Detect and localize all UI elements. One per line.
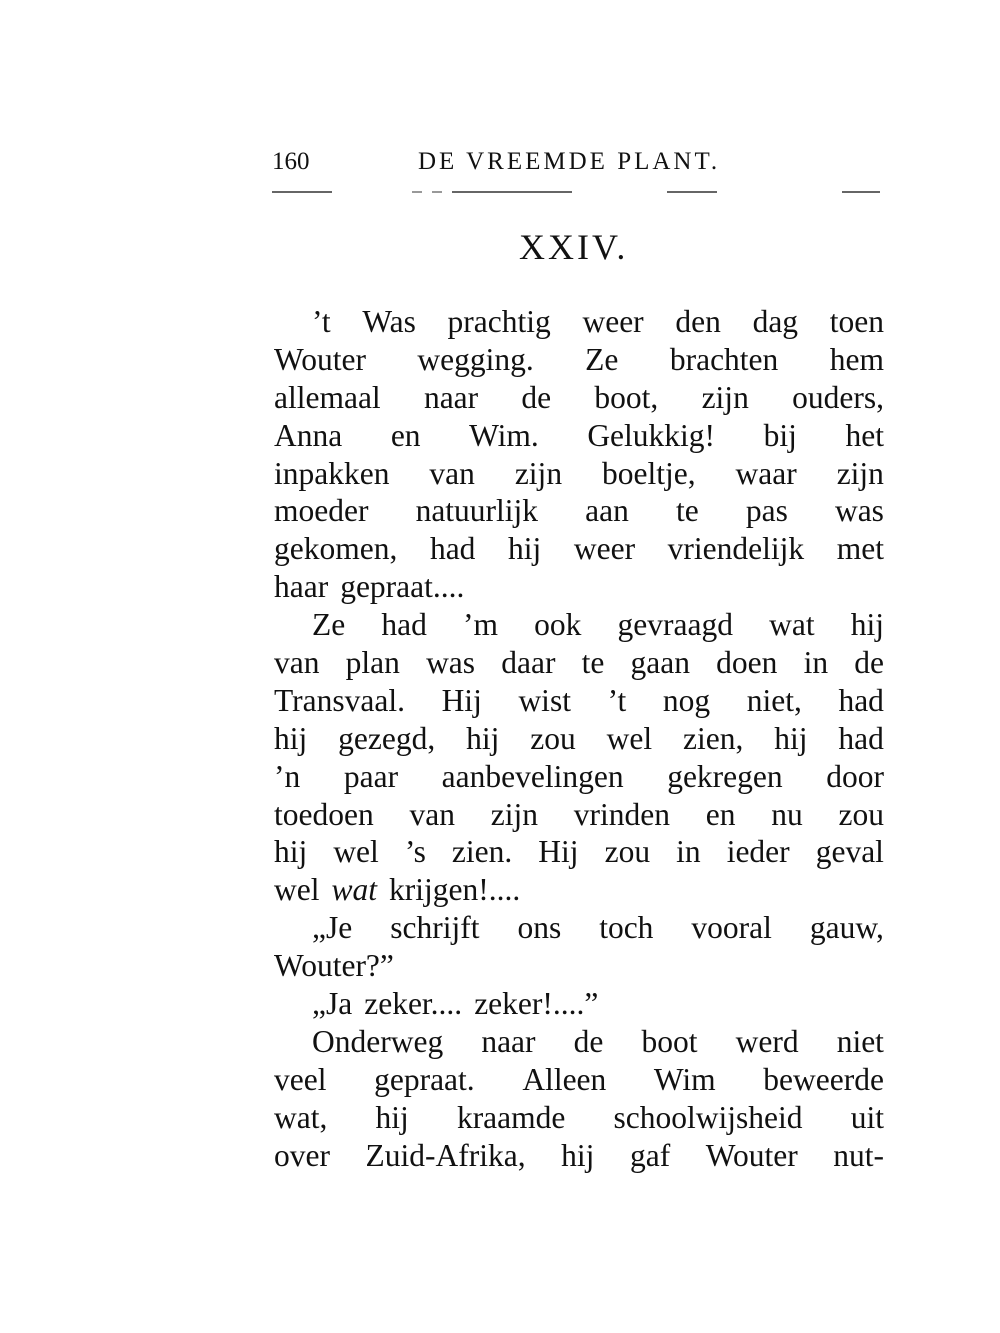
word: werd — [735, 1023, 799, 1059]
word: Gelukkig! — [587, 417, 716, 453]
word: ’s — [404, 834, 426, 870]
running-head — [272, 148, 884, 184]
word: ons — [517, 910, 562, 946]
word: niet — [836, 1023, 884, 1059]
word: Wouter — [705, 1137, 798, 1173]
text-line — [274, 1137, 884, 1175]
word: was — [426, 645, 476, 681]
text-line — [274, 606, 884, 644]
word: wat — [331, 872, 377, 908]
word: wat — [769, 607, 815, 643]
word: kraamde — [456, 1099, 566, 1135]
word: toen — [829, 304, 884, 339]
word: Wim — [653, 1061, 716, 1097]
word: de — [854, 645, 884, 681]
word: daar — [501, 645, 556, 681]
text-line — [274, 796, 884, 834]
word: allemaal — [274, 379, 381, 415]
word: hij — [508, 531, 542, 567]
body-text — [274, 303, 884, 1174]
text-line — [274, 417, 884, 455]
word: de — [521, 379, 552, 415]
text-line — [274, 644, 884, 682]
word: zou — [530, 720, 576, 756]
word: gaf — [629, 1137, 671, 1173]
word: doen — [716, 645, 778, 681]
word: met — [836, 531, 884, 567]
text-line — [274, 1099, 884, 1137]
word: den — [675, 304, 721, 339]
header-rule — [272, 190, 884, 194]
chapter-title: XXIV. — [519, 227, 629, 267]
word: wel — [606, 720, 653, 756]
word: moeder — [274, 493, 369, 529]
word: krijgen!.... — [389, 872, 521, 908]
word: zijn — [836, 455, 884, 491]
word: gekregen — [667, 758, 783, 794]
word: wat, — [274, 1099, 328, 1135]
word: paar — [343, 758, 399, 794]
word: gauw, — [809, 910, 884, 946]
page-number: 160 — [272, 148, 310, 175]
word: Wim. — [469, 417, 539, 453]
word: van — [429, 455, 475, 491]
word: zou — [838, 796, 884, 832]
word: toch — [599, 910, 654, 946]
word: natuurlijk — [415, 493, 539, 529]
word: beweerde — [763, 1061, 884, 1097]
word: zeker!....” — [474, 986, 599, 1022]
word: gekomen, — [274, 531, 398, 567]
word: veel — [274, 1061, 327, 1097]
word: wel — [333, 834, 379, 870]
word: hij — [774, 720, 808, 756]
word: Was — [362, 304, 416, 339]
word: naar — [423, 379, 479, 415]
text-line — [274, 947, 884, 985]
word: nu — [771, 796, 803, 832]
word: schoolwijsheid — [613, 1099, 803, 1135]
word: hij — [274, 720, 308, 756]
word: „Je — [312, 910, 353, 946]
word: toedoen — [274, 796, 374, 832]
word: van — [409, 796, 455, 832]
word: vrinden — [573, 796, 670, 832]
word: niet, — [746, 682, 802, 718]
word: in — [676, 834, 701, 870]
word: Transvaal. — [274, 682, 405, 718]
text-line — [274, 871, 884, 909]
word: inpakken — [274, 455, 390, 491]
word: ouders, — [792, 379, 884, 415]
text-line — [274, 833, 884, 871]
word: weer — [573, 531, 636, 567]
word: wegging. — [417, 341, 534, 377]
word: de — [573, 1023, 604, 1059]
word: ’t — [607, 682, 627, 718]
word: zijn — [701, 379, 749, 415]
word: „Ja — [312, 986, 353, 1022]
word: weer — [582, 304, 644, 339]
word: van — [274, 645, 320, 681]
word: hem — [829, 341, 884, 377]
word: Alleen — [522, 1061, 607, 1097]
word: plan — [345, 645, 400, 681]
word: prachtig — [447, 304, 551, 339]
word: door — [826, 758, 884, 794]
text-line — [274, 758, 884, 796]
text-line — [274, 720, 884, 758]
word: en — [705, 796, 736, 832]
word: ’t — [312, 304, 331, 339]
word: wel — [274, 872, 320, 908]
word: nut- — [833, 1137, 884, 1173]
word: Wouter?” — [274, 948, 394, 984]
word: hij — [375, 1099, 409, 1135]
word: Hij — [441, 682, 482, 718]
word: haar — [274, 569, 329, 605]
word: ook — [534, 607, 582, 643]
word: hij — [466, 720, 500, 756]
word: Anna — [274, 417, 343, 453]
word: boot — [641, 1023, 698, 1059]
word: Ze — [585, 341, 619, 377]
word: Hij — [538, 834, 579, 870]
word: geval — [815, 834, 884, 870]
text-line — [274, 303, 884, 341]
text-line — [274, 1023, 884, 1061]
text-line — [274, 455, 884, 493]
word: boot, — [594, 379, 659, 415]
text-line — [274, 530, 884, 568]
word: over — [274, 1137, 330, 1173]
word: brachten — [669, 341, 779, 377]
word: Onderweg — [312, 1023, 444, 1059]
word: zijn — [514, 455, 563, 491]
text-line — [274, 379, 884, 417]
word: bij — [763, 417, 797, 453]
word: had — [838, 720, 884, 756]
text-line — [274, 568, 884, 606]
word: wist — [518, 682, 571, 718]
word: Wouter — [274, 341, 366, 377]
word: gevraagd — [617, 607, 733, 643]
word: dag — [752, 304, 799, 339]
word: ’n — [274, 758, 301, 794]
word: uit — [850, 1099, 884, 1135]
word: ieder — [726, 834, 790, 870]
word: had — [838, 682, 884, 718]
word: had — [381, 607, 427, 643]
word: had — [429, 531, 476, 567]
word: boeltje, — [602, 455, 696, 491]
word: pas — [745, 493, 788, 529]
word: gezegd, — [338, 720, 436, 756]
text-line — [274, 985, 884, 1023]
running-title: DE VREEMDE PLANT. — [418, 148, 721, 175]
word: aan — [585, 493, 629, 529]
word: nog — [662, 682, 711, 718]
text-line — [274, 1061, 884, 1099]
word: vooral — [691, 910, 772, 946]
word: zien, — [683, 720, 744, 756]
word: zien. — [451, 834, 513, 870]
word: was — [834, 493, 884, 529]
word: schrijft — [390, 910, 480, 946]
word: naar — [481, 1023, 536, 1059]
word: gaan — [630, 645, 690, 681]
word: vriendelijk — [667, 531, 805, 567]
word: zeker.... — [364, 986, 463, 1022]
text-line — [274, 492, 884, 530]
text-line — [274, 909, 884, 947]
word: hij — [850, 607, 884, 643]
word: zou — [604, 834, 651, 870]
word: Ze — [312, 607, 346, 643]
text-line — [274, 341, 884, 379]
word: aanbevelingen — [441, 758, 624, 794]
word: en — [390, 417, 421, 453]
word: te — [581, 645, 605, 681]
word: gepraat.... — [340, 569, 465, 605]
word: zijn — [490, 796, 538, 832]
word: ’m — [463, 607, 498, 643]
word: Zuid-Afrika, — [365, 1137, 526, 1173]
word: gepraat. — [374, 1061, 475, 1097]
word: te — [676, 493, 699, 529]
word: in — [803, 645, 829, 681]
word: het — [845, 417, 884, 453]
word: hij — [561, 1137, 595, 1173]
text-line — [274, 682, 884, 720]
word: hij — [274, 834, 308, 870]
word: waar — [735, 455, 797, 491]
